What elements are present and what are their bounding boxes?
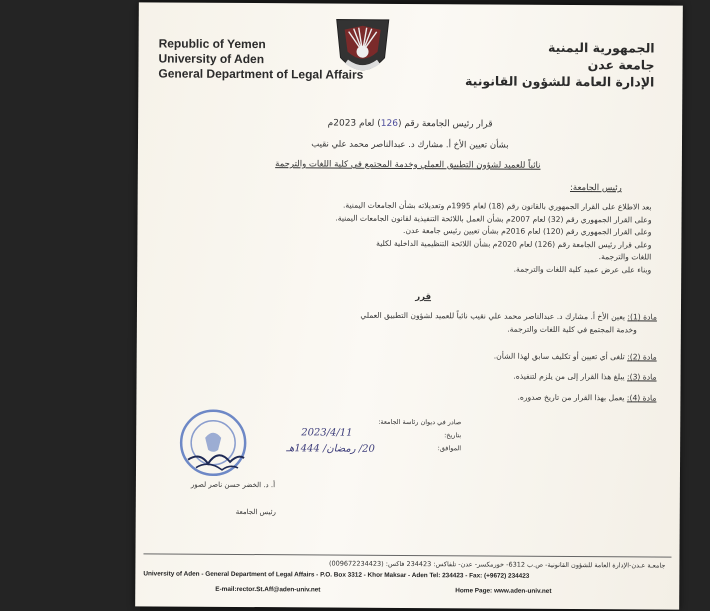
footer-website: Home Page: www.aden-univ.net: [455, 587, 552, 595]
footer-arabic: جامعـة عـدن-الإدارة العامة للشؤون القانونية- ص.ب 6312- خورمكسر- عدن- تلفاكس: 234423 فاكس: (009672234423): [328, 559, 666, 570]
issued-hijri-label: الموافق:: [437, 444, 462, 453]
article-label: مادة (1):: [627, 312, 657, 322]
article-1: [197, 308, 657, 337]
document-page: [135, 2, 683, 609]
preamble-line: وعلى قرار رئيس الجامعة رقم (126) لعام 2020م بشأن اللائحة التنظيمية الداخلية لكلية: [376, 238, 652, 250]
backdrop-left: [0, 0, 140, 611]
footer-english: University of Aden - General Department of Legal Affairs - P.O. Box 3312 - Khor Maksar - Aden Tel: 234423 - Fax: (+9672) 234423: [143, 570, 530, 580]
signatory-title: رئيس الجامعة: [235, 507, 276, 517]
decision-post: نائباً للعميد لشؤون التطبيق العملي وخدمة المجتمع في كلية اللغات والترجمة: [275, 159, 541, 171]
decision-subject: بشأن تعيين الأخ أ. مشارك د. عبدالناصر محمد علي نقيب: [311, 139, 509, 151]
decision-title-prefix: قرار رئيس الجامعة رقم (: [397, 118, 493, 130]
header-ar-line-3: الإدارة العامة للشؤون القانونية: [464, 73, 655, 90]
president-heading: رئيس الجامعة:: [570, 182, 622, 194]
preamble-line: وعلى القرار الجمهوري رقم (120) لعام 2016م بشأن تعيين رئيس جامعة عدن.: [403, 226, 652, 237]
article-text: يعمل بهذا القرار من تاريخ صدوره.: [517, 392, 627, 403]
header-arabic: [464, 38, 654, 90]
header-english: [158, 36, 364, 82]
article-label: مادة (4):: [626, 393, 657, 403]
signatory-name: أ. د. الخضر حسن ناصر لصور: [190, 480, 276, 490]
header-en-line-3: General Department of Legal Affairs: [158, 66, 364, 82]
header-ar-line-1: الجمهورية اليمنية: [548, 39, 655, 56]
header-ar-line-2: جامعة عدن: [587, 57, 655, 73]
handwritten-date-gregorian: 2023/4/11: [301, 427, 353, 439]
article-text-cont: وخدمة المجتمع في كلية اللغات والترجمة.: [507, 324, 637, 335]
header-en-line-1: Republic of Yemen: [158, 36, 266, 52]
article-2: [197, 348, 657, 364]
handwritten-date-hijri: 20/ رمضان/ 1444هـ: [286, 443, 375, 455]
issued-date-label: بتاريخ:: [444, 431, 462, 440]
article-label: مادة (2):: [627, 352, 657, 362]
issued-office: صادر في ديوان رئاسة الجامعة:: [378, 417, 462, 427]
article-3: [197, 368, 657, 384]
header-en-line-2: University of Aden: [158, 51, 265, 67]
decided-label: قرر: [415, 292, 432, 303]
decision-number: 126: [380, 118, 399, 129]
footer-divider: [143, 553, 671, 557]
preamble-line: وبناء على عرض عميد كلية اللغات والترجمة.: [513, 264, 652, 275]
article-text: يبلغ هذا القرار إلى من يلزم لتنفيذه.: [513, 371, 628, 382]
decision-title-suffix: ) لعام 2023م: [327, 118, 381, 129]
preamble: [211, 199, 651, 277]
preamble-line: بعد الاطلاع على القرار الجمهوري بالقانون رقم (18) لعام 1995م وتعديلاته بشأن الجامعات اليمنية.: [342, 200, 652, 212]
university-stamp: [178, 408, 248, 478]
article-4: [196, 389, 656, 405]
article-label: مادة (3):: [627, 372, 657, 382]
decision-title: [138, 117, 682, 130]
preamble-line: اللغات والترجمة.: [598, 252, 652, 262]
article-text: يعين الأخ أ. مشارك د. عبدالناصر محمد علي نقيب نائباً للعميد لشؤون التطبيق العملي: [360, 310, 628, 322]
article-text: تلغى أي تعيين أو تكليف سابق لهذا الشأن.: [493, 351, 628, 362]
university-logo: [332, 18, 392, 82]
footer-email: E-mail:rector.St.Aff@aden-univ.net: [215, 585, 321, 594]
preamble-line: وعلى القرار الجمهوري رقم (32) لعام 2007م بشأن العمل باللائحة التنفيذية لقانون الجامعات اليمنية.: [335, 213, 652, 225]
